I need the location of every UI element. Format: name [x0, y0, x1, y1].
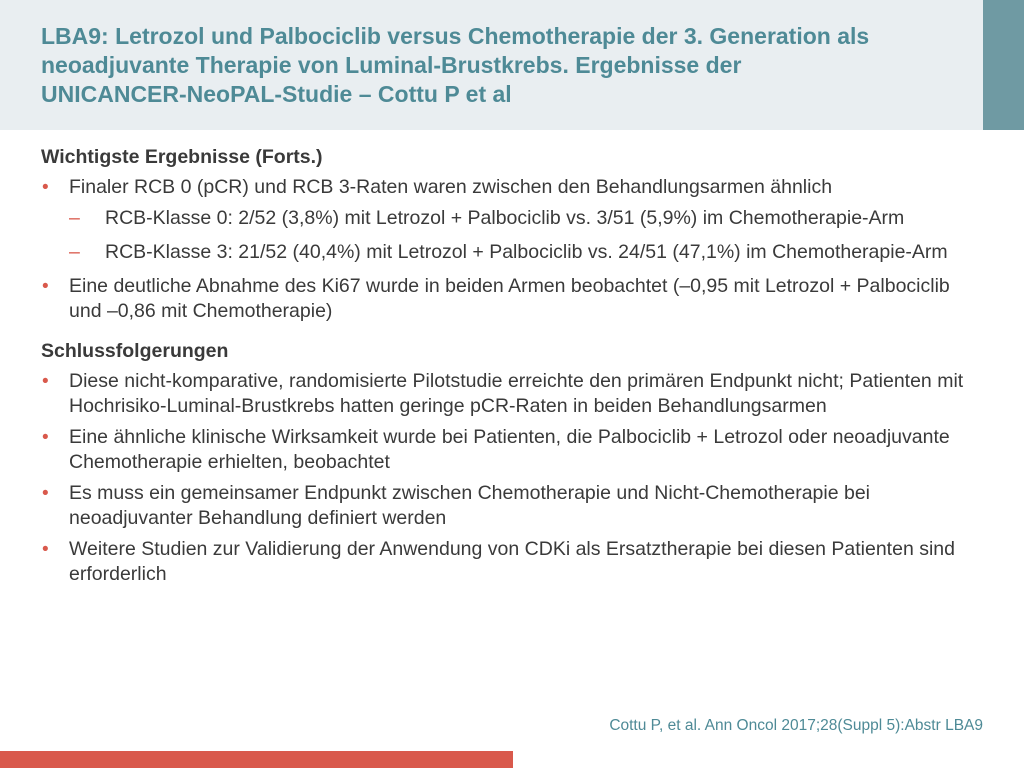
dash-icon: – — [69, 207, 80, 229]
conclusions-item-3-text: Es muss ein gemeinsamer Endpunkt zwischen Chemotherapie und Nicht-Chemotherapie bei neoadjuvanter Behandlung definiert werden — [69, 482, 870, 529]
bullet-icon: • — [42, 483, 49, 504]
results-bullet-1 — [41, 175, 981, 265]
conclusions-item-1-text: Diese nicht-komparative, randomisierte Pilotstudie erreichte den primären Endpunkt nicht; Patienten mit Hochrisiko-Luminal-Brustkrebs hatten geringe pCR-Raten in beiden Behandlungsarmen — [69, 370, 964, 417]
conclusions-item-4-text: Weitere Studien zur Validierung der Anwendung von CDKi als Ersatztherapie bei diesen Patienten sind erforderlich — [69, 538, 955, 585]
slide-title-line-1: LBA9: Letrozol und Palbociclib versus Chemotherapie der 3. Generation als — [41, 23, 870, 49]
bottom-accent-bar — [0, 751, 513, 768]
results-subitem-1-text: RCB-Klasse 0: 2/52 (3,8%) mit Letrozol + Palbociclib vs. 3/51 (5,9%) im Chemotherapie-Arm — [105, 207, 905, 229]
citation: Cottu P, et al. Ann Oncol 2017;28(Suppl 5):Abstr LBA9 — [609, 717, 983, 734]
results-bullet-2-text: Eine deutliche Abnahme des Ki67 wurde in beiden Armen beobachtet (–0,95 mit Letrozol + Palbociclib und –0,86 mit Chemotherapie) — [69, 275, 950, 322]
results-subitem-2-text: RCB-Klasse 3: 21/52 (40,4%) mit Letrozol + Palbociclib vs. 24/51 (47,1%) im Chemotherapie-Arm — [105, 241, 948, 263]
results-list — [41, 175, 981, 324]
bullet-icon: • — [42, 427, 49, 448]
dash-icon: – — [69, 241, 80, 263]
results-bullet-1-text: Finaler RCB 0 (pCR) und RCB 3-Raten waren zwischen den Behandlungsarmen ähnlich — [69, 176, 833, 198]
conclusions-item-3 — [41, 481, 981, 531]
bullet-icon: • — [42, 276, 49, 297]
slide-title — [41, 22, 971, 109]
slide-title-line-2: neoadjuvante Therapie von Luminal-Brustkrebs. Ergebnisse der — [41, 52, 742, 78]
slide-content — [41, 145, 981, 593]
bullet-icon: • — [42, 177, 49, 198]
header-accent-block — [983, 0, 1024, 130]
conclusions-item-4 — [41, 537, 981, 587]
bullet-icon: • — [42, 539, 49, 560]
results-subitem-1 — [69, 206, 981, 231]
slide-title-line-3: UNICANCER-NeoPAL-Studie – Cottu P et al — [41, 81, 512, 107]
bullet-icon: • — [42, 371, 49, 392]
conclusions-item-1 — [41, 369, 981, 419]
results-bullet-2 — [41, 274, 981, 324]
results-subitem-2 — [69, 240, 981, 265]
conclusions-heading: Schlussfolgerungen — [41, 340, 229, 362]
conclusions-item-2-text: Eine ähnliche klinische Wirksamkeit wurde bei Patienten, die Palbociclib + Letrozol oder neoadjuvante Chemotherapie erhielten, beobachtet — [69, 426, 950, 473]
results-sublist — [69, 206, 981, 265]
conclusions-list — [41, 369, 981, 587]
conclusions-item-2 — [41, 425, 981, 475]
results-heading: Wichtigste Ergebnisse (Forts.) — [41, 146, 323, 168]
